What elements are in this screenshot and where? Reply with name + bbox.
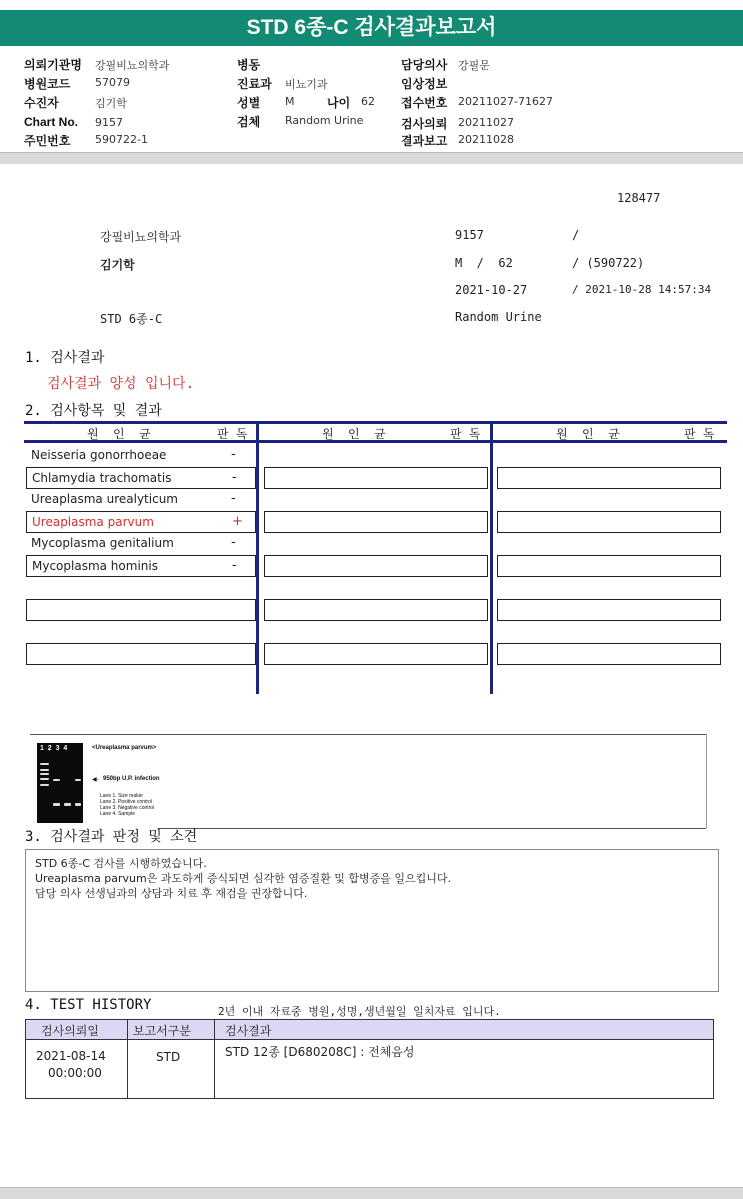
gel-arrow-label: 950bp U.P. infection: [103, 776, 160, 782]
gel-arrow: ◀-: [92, 777, 99, 783]
empty-cell: [497, 599, 721, 621]
header-value: 62: [361, 95, 375, 108]
header-value: 9157: [95, 116, 123, 129]
section4-heading: 4. TEST HISTORY: [25, 997, 152, 1013]
header-label: 수진자: [24, 96, 59, 110]
sex-age: M / 62: [455, 256, 513, 270]
header-label: 진료과: [237, 77, 272, 91]
history-column-header: 검사의뢰일: [41, 1024, 99, 1038]
header-label: Chart No.: [24, 115, 78, 129]
patient-name: 김기학: [100, 258, 135, 272]
opinion-line: STD 6종-C 검사를 시행하였습니다.: [35, 857, 207, 870]
gel-frame: [706, 734, 707, 828]
header-value: 비뇨기과: [285, 78, 328, 91]
gel-lane-numbers: 1 2 3 4: [40, 745, 68, 752]
header-label: 병동: [237, 58, 261, 72]
column-header-organism: 원 인 균: [87, 427, 151, 441]
header-value: M: [285, 95, 295, 108]
gel-photo: [37, 743, 83, 823]
gel-legend-item: Lane 4. Sample: [100, 811, 136, 817]
history-date: 2021-08-14: [36, 1049, 106, 1063]
organism-result: -: [231, 447, 236, 462]
column-header-result: 판 독: [450, 427, 481, 441]
report-datetime: / 2021-10-28 14:57:34: [572, 283, 712, 296]
gel-legend-item: Lane 1. Size maker: [100, 793, 144, 799]
report-title: STD 6종-C 검사결과보고서: [0, 10, 743, 46]
column-header-organism: 원 인 균: [556, 427, 620, 441]
header-value: 강필비뇨의학과: [95, 59, 170, 72]
chart-number: 9157: [455, 228, 484, 242]
table-row: [26, 467, 256, 489]
empty-cell: [264, 511, 488, 533]
request-date: 2021-10-27: [455, 283, 528, 297]
history-column-header: 검사결과: [225, 1024, 272, 1038]
header-label: 병원코드: [24, 77, 71, 91]
history-type: STD: [156, 1050, 181, 1064]
opinion-box: [25, 849, 719, 992]
header-value: 57079: [95, 76, 130, 89]
empty-cell: [497, 555, 721, 577]
table-row: [26, 555, 256, 577]
table-row: [26, 511, 256, 533]
section3-heading: 3. 검사결과 판정 및 소견: [25, 829, 198, 845]
history-column-header: 보고서구분: [133, 1024, 191, 1038]
header-label: 결과보고: [401, 134, 448, 148]
header-value: 강필문: [458, 59, 490, 72]
header-label: 의뢰기관명: [24, 58, 82, 72]
empty-cell: [497, 643, 721, 665]
history-note: 2년 이내 자료중 병원,성명,생년월일 일치자료 입니다.: [218, 1005, 501, 1018]
test-name: STD 6종-C: [100, 312, 163, 326]
empty-cell: [264, 643, 488, 665]
organism-result: -: [231, 491, 236, 506]
empty-cell: [26, 643, 256, 665]
header-label: 접수번호: [401, 96, 448, 110]
specimen: Random Urine: [455, 310, 542, 324]
separator: /: [572, 228, 580, 242]
footer-divider: [0, 1187, 743, 1199]
column-header-organism: 원 인 균: [322, 427, 386, 441]
header-label: 주민번호: [24, 134, 71, 148]
organism-name: Ureaplasma urealyticum: [31, 492, 178, 506]
gel-legend-item: Lane 3. Negative control: [100, 805, 155, 811]
hospital-name: 강필비뇨의학과: [100, 230, 182, 244]
empty-cell: [497, 467, 721, 489]
section2-heading: 2. 검사항목 및 결과: [25, 403, 162, 419]
gel-divider: [158, 828, 706, 829]
gel-legend-item: Lane 2. Positive control: [100, 799, 152, 805]
empty-cell: [264, 555, 488, 577]
organism-name: Chlamydia trachomatis: [32, 471, 172, 485]
empty-cell: [264, 599, 488, 621]
birth-date: / (590722): [572, 256, 645, 270]
report-code: 128477: [617, 191, 661, 205]
history-time: 00:00:00: [48, 1066, 102, 1080]
empty-cell: [26, 599, 256, 621]
empty-cell: [497, 511, 721, 533]
gel-title: <Ureaplasma parvum>: [92, 745, 157, 751]
header-value: 20211027-71627: [458, 95, 553, 108]
table-row: [26, 489, 256, 511]
header-divider: [0, 152, 743, 164]
table-row: [26, 445, 256, 467]
header-value: 김기학: [95, 97, 127, 110]
organism-result: -: [232, 470, 237, 485]
header-label: 성별: [237, 96, 261, 110]
gel-divider: [30, 734, 706, 735]
header-label: 임상정보: [401, 77, 448, 91]
history-result: STD 12종 [D680208C] : 전체음성: [225, 1045, 415, 1059]
organism-result: -: [231, 535, 236, 550]
column-header-result: 판 독: [684, 427, 715, 441]
header-label: 나이: [327, 96, 351, 110]
organism-name: Ureaplasma parvum: [32, 515, 154, 529]
result-summary: 검사결과 양성 입니다.: [47, 376, 195, 392]
header-label: 담당의사: [401, 58, 448, 72]
organism-result: +: [232, 514, 243, 529]
header-value: 590722-1: [95, 133, 148, 146]
table-row: [26, 533, 256, 555]
column-header-result: 판 독: [217, 427, 248, 441]
organism-name: Mycoplasma hominis: [32, 559, 158, 573]
organism-result: -: [232, 558, 237, 573]
organism-name: Neisseria gonorrhoeae: [31, 448, 167, 462]
empty-cell: [264, 467, 488, 489]
section1-heading: 1. 검사결과: [25, 350, 105, 366]
organism-name: Mycoplasma genitalium: [31, 536, 174, 550]
header-label: 검체: [237, 115, 261, 129]
header-value: 20211027: [458, 116, 514, 129]
header-value: 20211028: [458, 133, 514, 146]
opinion-line: 담당 의사 선생님과의 상담과 치료 후 재검을 권장합니다.: [35, 887, 308, 900]
opinion-line: Ureaplasma parvum은 과도하게 증식되면 심각한 염증질환 및 합병증을 일으킵니다.: [35, 872, 451, 885]
history-header: [25, 1019, 714, 1040]
header-label: 검사의뢰: [401, 117, 448, 131]
header-value: Random Urine: [285, 114, 364, 127]
